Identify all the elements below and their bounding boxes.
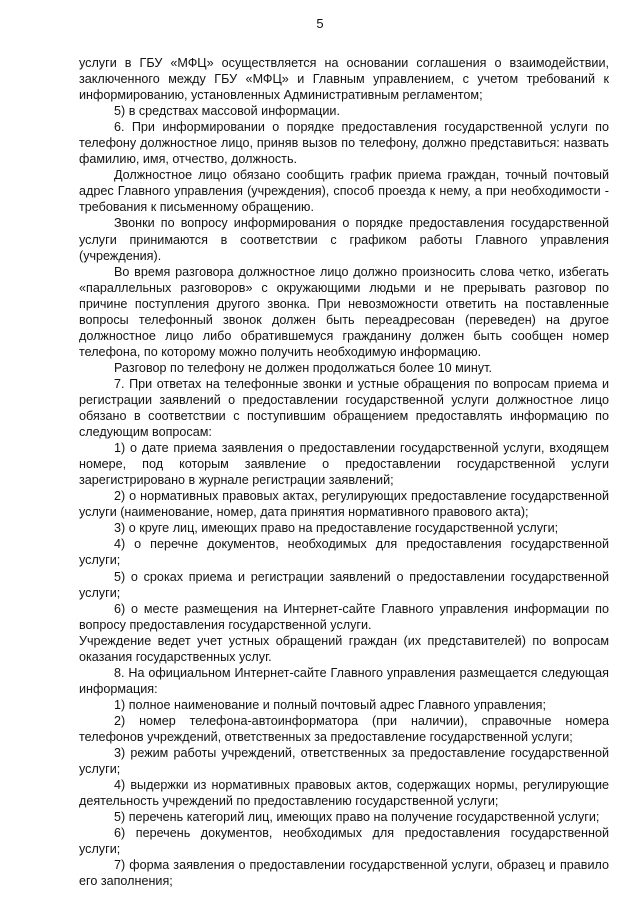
paragraph: 1) полное наименование и полный почтовый адрес Главного управления;: [114, 697, 546, 712]
paragraph: 4) выдержки из нормативных правовых актов, содержащих нормы, регулирующие деятельность учреждений по предоставлению государственной услуги;: [79, 778, 609, 809]
document-body: [79, 55, 609, 889]
paragraph: 4) о перечне документов, необходимых для предоставления государственной услуги;: [79, 537, 609, 568]
paragraph: 5) о сроках приема и регистрации заявлений о предоставлении государственной услуги;: [79, 569, 609, 600]
paragraph: 6) перечень документов, необходимых для предоставления государственной услуги;: [79, 826, 609, 857]
paragraph: 5) в средствах массовой информации.: [114, 104, 340, 119]
paragraph: 5) перечень категорий лиц, имеющих право на получение государственной услуги;: [114, 810, 600, 825]
paragraph: 2) номер телефона-автоинформатора (при наличии), справочные номера телефонов учреждений, ответственных за предоставление государственной услуги;: [79, 713, 609, 744]
paragraph: 3) режим работы учреждений, ответственных за предоставление государственной услуги;: [79, 746, 609, 777]
paragraph: Во время разговора должностное лицо должно произносить слова четко, избегать «параллельных разговоров» с окружающими людьми и не прерывать разговор по причине поступления другого звонка. При невозможности ответить на поставленные вопросы телефонный звонок должен быть переадресован (переведен) на другое должностное лицо либо обратившемуся гражданину должен быть сообщен номер телефона, по которому можно получить необходимую информацию.: [79, 264, 609, 359]
paragraph: 1) о дате приема заявления о предоставлении государственной услуги, входящем номере, под которым заявление о предоставлении государственной услуги зарегистрировано в журнале регистрации заявлений;: [79, 441, 609, 488]
paragraph: 2) о нормативных правовых актах, регулирующих предоставление государственной услуги (наименование, номер, дата принятия нормативного правового акта);: [79, 489, 609, 520]
paragraph: 7. При ответах на телефонные звонки и устные обращения по вопросам приема и регистрации заявлений о предоставлении государственной услуги должностное лицо обязано в соответствии с поступившим обращением предоставлять информацию по следующим вопросам:: [79, 376, 609, 440]
paragraph: Звонки по вопросу информирования о порядке предоставления государственной услуги принимаются в соответствии с графиком работы Главного управления (учреждения).: [79, 216, 609, 263]
page-number: 5: [316, 16, 324, 31]
paragraph: Должностное лицо обязано сообщить график приема граждан, точный почтовый адрес Главного управления (учреждения), способ проезда к нему, а при необходимости - требования к письменному обращению.: [79, 168, 609, 215]
paragraph: услуги в ГБУ «МФЦ» осуществляется на основании соглашения о взаимодействии, заключенного между ГБУ «МФЦ» и Главным управлением, с учетом требований к информированию, установленных Административным регламентом;: [79, 56, 609, 103]
paragraph: Учреждение ведет учет устных обращений граждан (их представителей) по вопросам оказания государственных услуг.: [79, 633, 609, 664]
paragraph: 6) о месте размещения на Интернет-сайте Главного управления информации по вопросу предоставления государственной услуги.: [79, 601, 609, 632]
paragraph: 8. На официальном Интернет-сайте Главного управления размещается следующая информация:: [79, 665, 609, 696]
paragraph: 7) форма заявления о предоставлении государственной услуги, образец и правило его заполнения;: [79, 858, 609, 889]
paragraph: 6. При информировании о порядке предоставления государственной услуги по телефону должностное лицо, приняв вызов по телефону, должно представиться: назвать фамилию, имя, отчество, должность.: [79, 120, 609, 167]
paragraph: 3) о круге лиц, имеющих право на предоставление государственной услуги;: [114, 521, 559, 536]
paragraph: Разговор по телефону не должен продолжаться более 10 минут.: [114, 360, 492, 375]
